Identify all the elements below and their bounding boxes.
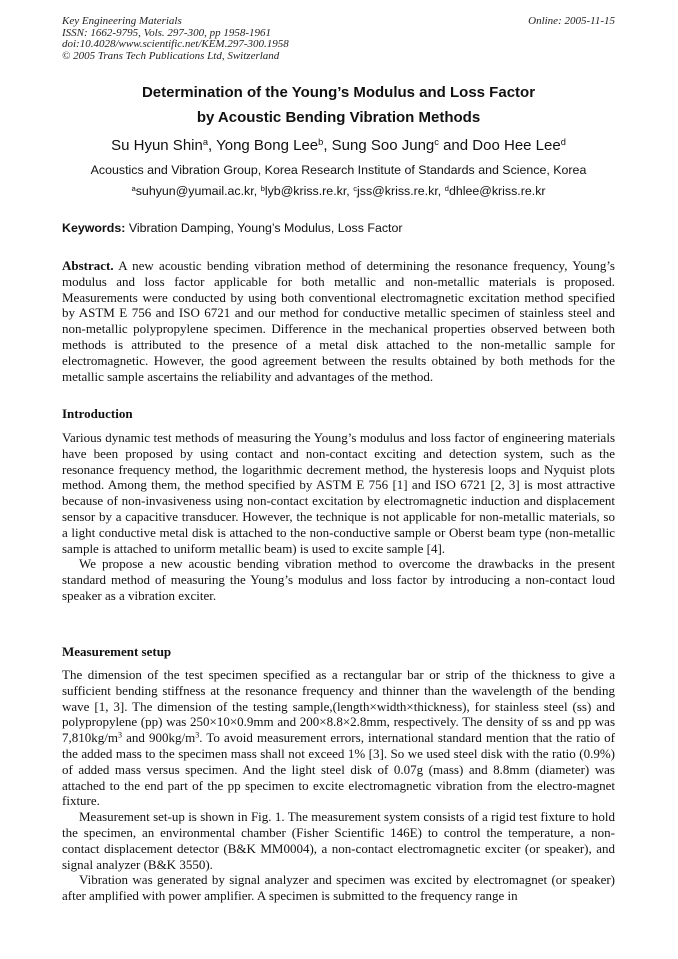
issn-line: ISSN: 1662-9795, Vols. 297-300, pp 1958-1961 xyxy=(62,26,271,39)
paragraph: We propose a new acoustic bending vibration method to overcome the drawbacks in the present standard method of measuring the Young’s modulus and loss factor by introducing a non-contact loud speaker as a vibration exciter. xyxy=(62,556,615,603)
journal-name: Key Engineering Materials xyxy=(62,15,182,27)
abstract-label: Abstract. xyxy=(62,258,114,273)
measurement-body xyxy=(62,667,615,904)
paragraph: Measurement set-up is shown in Fig. 1. The measurement system consists of a rigid test fixture to hold the specimen, an environmental chamber (Fisher Scientific 146E) to control the temperature, a non-contact displacement detector (B&K MM0004), a non-contact electromagnetic exciter (or speaker), and signal analyzer (B&K 3550). xyxy=(62,809,615,872)
paragraph: Vibration was generated by signal analyzer and specimen was excited by electromagnet (or speaker) after amplified with power amplifier. A specimen is submitted to the frequency range in xyxy=(62,872,615,904)
abstract xyxy=(62,258,615,384)
author: Sung Soo Jung$^c$ xyxy=(331,136,439,154)
paragraph: The dimension of the test specimen specified as a rectangular bar or strip of the thickness to give a sufficient bending stiffness at the resonance frequency and thinner than the wavelength of the bending wave [1, 3]. The dimension of the testing sample,(length×width×thickness), for stainless steel (ss) and polypropylene (pp) was 250×10×0.9mm and 200×8.8×2.8mm, respectively. The density of ss and pp was $7,810kg/m^3$ and $900kg/m^3$. To avoid measurement errors, international standard mention that the ratio of the added mass to the specimen mass shall not exceed 1% [3]. So we used steel disk with the ratio (0.9%) of added mass versus specimen. And the light steel disk of 0.07g (mass) and 8.8mm (diameter) was attached to the end part of the pp specimen to excite electromagnetic vibration from the electro-magnet fixture. xyxy=(62,667,616,809)
author: Yong Bong Lee$^b$ xyxy=(216,136,324,154)
doi-line: doi:10.4028/www.scientific.net/KEM.297-300.1958 xyxy=(62,38,289,51)
keywords-label: Keywords: xyxy=(62,221,126,235)
section-heading-introduction: Introduction xyxy=(62,406,133,421)
paper-title xyxy=(62,80,615,130)
copyright-line: © 2005 Trans Tech Publications Ltd, Switzerland xyxy=(62,49,280,62)
email: $^a$suhyun@yumail.ac.kr xyxy=(131,183,254,198)
running-header xyxy=(62,16,615,62)
author: Su Hyun Shin$^a$ xyxy=(111,136,209,154)
author-list: Su Hyun Shin$^a$, Yong Bong Lee$^b$, Sung Soo Jung$^c$ and Doo Hee Lee$^d$ xyxy=(111,136,566,154)
paragraph: Various dynamic test methods of measuring the Young’s modulus and loss factor of engineering materials have been proposed by using contact and non-contact exciting and detection system, such as the resonance frequency method, the logarithmic decrement method, the hysteresis loops and Nyquist plots method. Among them, the method specified by ASTM E 756 [1] and ISO 6721 [2, 3] is most attractive because of non-invasiveness using non-contact excitation by electromagnetic induction and displacement sensor by a capacitive transducer. However, the technique is not applicable for non-metallic materials, so a light conductive metal disk is attached to the non-conductive sample or Oberst beam type (non-metallic sample is attached to uniform metallic beam) is used to excite sample [4]. xyxy=(62,430,615,556)
author-emails: $^a$suhyun@yumail.ac.kr, $^b$lyb@kriss.re.kr, $^c$jss@kriss.re.kr, $^d$dhlee@kriss.re.kr xyxy=(131,183,546,198)
affiliation: Acoustics and Vibration Group, Korea Research Institute of Standards and Science, Korea xyxy=(90,163,587,177)
abstract-text: A new acoustic bending vibration method of determining the resonance frequency, Young’s modulus and loss factor applicable for both metallic and non-metallic materials is proposed. Measurements were conducted by using both conventional electromagnetic excitation method specified by ASTM E 756 and ISO 6721 and our method for conductive metallic specimen of stainless steel and non-metallic polypropylene specimen. Difference in the mechanical properties observed between both methods is attributed to the presence of a metal disk attached to the non-metallic sample for electromagnetic. However, the good agreement between the results obtained by both methods for the metallic sample ascertains the reliability and advantages of the method. xyxy=(62,258,615,384)
email: $^b$lyb@kriss.re.kr xyxy=(260,183,347,198)
keywords xyxy=(62,221,615,235)
email: $^d$dhlee@kriss.re.kr xyxy=(444,183,546,198)
title-line-1: Determination of the Young’s Modulus and Loss Factor xyxy=(141,84,536,101)
section-heading-measurement-setup: Measurement setup xyxy=(62,644,172,659)
keywords-text: Vibration Damping, Young’s Modulus, Loss Factor xyxy=(128,221,403,235)
author: Doo Hee Lee$^d$ xyxy=(472,136,566,154)
introduction-body xyxy=(62,430,615,604)
title-line-2: by Acoustic Bending Vibration Methods xyxy=(196,109,481,126)
email: $^c$jss@kriss.re.kr xyxy=(353,183,438,198)
online-date: Online: 2005-11-15 xyxy=(528,15,615,27)
